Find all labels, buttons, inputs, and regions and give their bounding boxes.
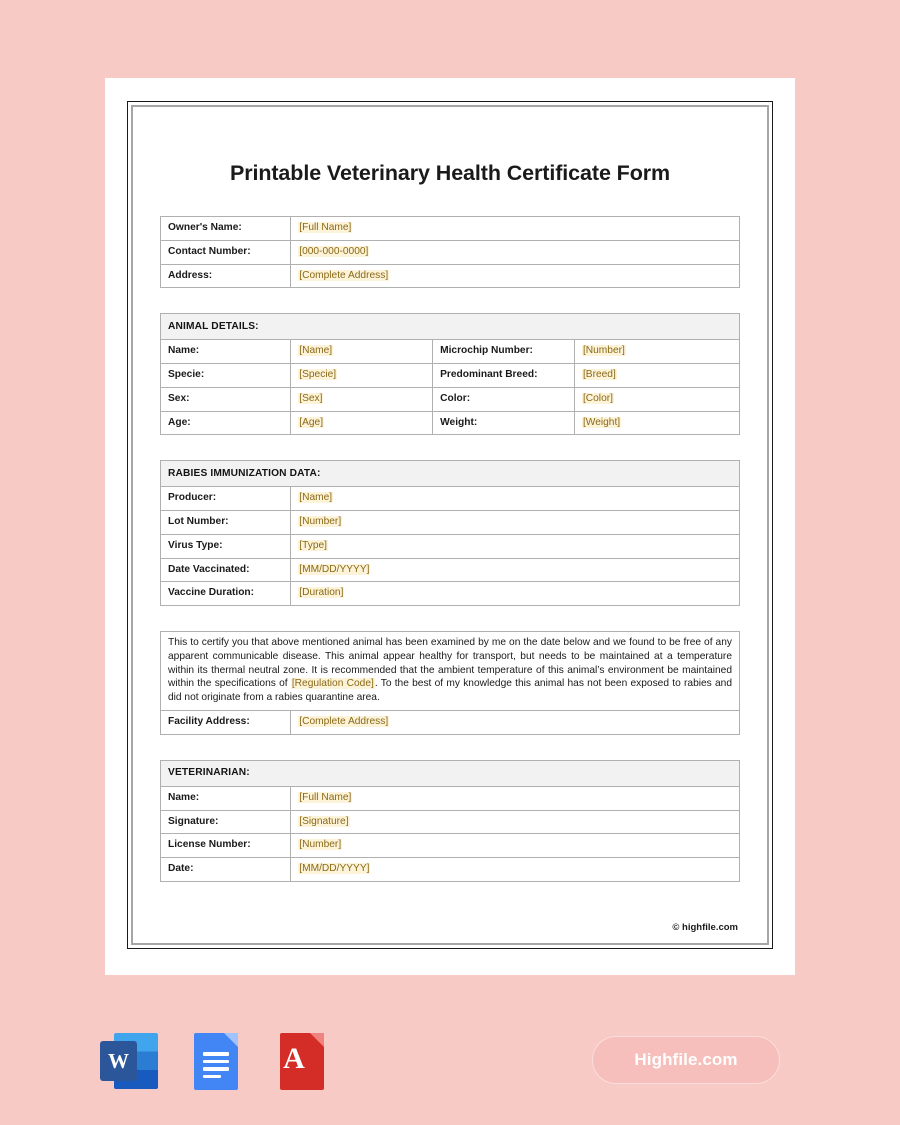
vet-date-value[interactable]	[291, 858, 740, 882]
date-vaccinated-value[interactable]	[291, 558, 740, 582]
vet-name-value[interactable]	[291, 786, 740, 810]
veterinarian-table	[160, 760, 740, 882]
address-label: Address:	[161, 264, 291, 288]
veterinarian-heading: VETERINARIAN:	[161, 760, 740, 786]
specie-label: Specie:	[161, 364, 291, 388]
veterinarian-header-row	[161, 760, 740, 786]
microchip-number-placeholder: [Number]	[582, 345, 625, 357]
certification-text-part1: This to certify you that above mentioned animal has been examined by me on the date below and we found to be free of any apparent communicable disease. This animal appear healthy for transport, but needs to be maintained at a temperature within its thermal neutral zone. It is recommended that the ambient temperature of this animal’s environment be maintained within the specifications of	[168, 637, 732, 690]
sex-placeholder: [Sex]	[299, 392, 323, 404]
color-value[interactable]	[574, 387, 739, 411]
pdf-icon[interactable]	[272, 1030, 330, 1092]
google-docs-icon[interactable]	[186, 1030, 244, 1092]
vet-date-label: Date:	[161, 858, 291, 882]
contact-number-placeholder: [000-000-0000]	[299, 245, 369, 257]
animal-name-label: Name:	[161, 340, 291, 364]
animal-name-placeholder: [Name]	[299, 345, 333, 357]
producer-placeholder: [Name]	[299, 492, 333, 504]
age-label: Age:	[161, 411, 291, 435]
google-docs-icon-page	[194, 1033, 238, 1090]
vet-license-label: License Number:	[161, 834, 291, 858]
certification-paragraph-row	[161, 632, 740, 711]
google-docs-icon-fold	[224, 1033, 238, 1047]
pdf-icon-letter: A	[283, 1042, 305, 1075]
sex-value[interactable]	[291, 387, 433, 411]
date-vaccinated-placeholder: [MM/DD/YYYY]	[299, 563, 370, 575]
table-row	[161, 487, 740, 511]
page-outer-frame	[127, 101, 773, 949]
table-row	[161, 240, 740, 264]
contact-number-label: Contact Number:	[161, 240, 291, 264]
owner-name-label: Owner's Name:	[161, 217, 291, 241]
google-docs-icon-lines	[203, 1052, 229, 1082]
lot-number-label: Lot Number:	[161, 511, 291, 535]
owner-name-placeholder: [Full Name]	[299, 222, 352, 233]
table-row	[161, 858, 740, 882]
regulation-code-placeholder: [Regulation Code]	[291, 678, 374, 690]
facility-address-placeholder: [Complete Address]	[299, 716, 389, 728]
owner-name-value[interactable]	[291, 217, 740, 241]
vaccine-duration-placeholder: [Duration]	[299, 587, 344, 599]
facility-address-label: Facility Address:	[161, 711, 291, 735]
vet-signature-value[interactable]	[291, 810, 740, 834]
vet-date-placeholder: [MM/DD/YYYY]	[299, 863, 370, 875]
page-title: Printable Veterinary Health Certificate Form	[229, 161, 671, 185]
table-row	[161, 264, 740, 288]
vet-name-placeholder: [Full Name]	[299, 791, 352, 803]
color-label: Color:	[433, 387, 575, 411]
word-doc-icon-letter: W	[100, 1041, 137, 1081]
certification-table	[160, 631, 740, 735]
table-row	[161, 558, 740, 582]
table-row	[161, 364, 740, 388]
rabies-header-row	[161, 461, 740, 487]
vet-license-placeholder: [Number]	[299, 839, 342, 851]
age-placeholder: [Age]	[299, 416, 324, 428]
table-row	[161, 411, 740, 435]
rabies-heading: RABIES IMMUNIZATION DATA:	[161, 461, 740, 487]
word-doc-icon[interactable]	[100, 1030, 158, 1092]
color-placeholder: [Color]	[582, 392, 613, 404]
rabies-immunization-table	[160, 460, 740, 606]
predominant-breed-value[interactable]	[574, 364, 739, 388]
certification-paragraph	[161, 632, 740, 711]
sex-label: Sex:	[161, 387, 291, 411]
table-row	[161, 534, 740, 558]
brand-label: Highfile.com	[634, 1050, 738, 1069]
table-row	[161, 786, 740, 810]
table-row	[161, 340, 740, 364]
virus-type-value[interactable]	[291, 534, 740, 558]
table-row	[161, 387, 740, 411]
brand-button[interactable]	[592, 1036, 780, 1084]
owner-details-table	[160, 216, 740, 288]
table-row	[161, 217, 740, 241]
specie-value[interactable]	[291, 364, 433, 388]
animal-details-header-row	[161, 314, 740, 340]
lot-number-placeholder: [Number]	[299, 516, 342, 528]
virus-type-placeholder: [Type]	[299, 539, 328, 551]
producer-value[interactable]	[291, 487, 740, 511]
vet-signature-label: Signature:	[161, 810, 291, 834]
vet-license-value[interactable]	[291, 834, 740, 858]
predominant-breed-label: Predominant Breed:	[433, 364, 575, 388]
vaccine-duration-label: Vaccine Duration:	[161, 582, 291, 606]
contact-number-value[interactable]	[291, 240, 740, 264]
vaccine-duration-value[interactable]	[291, 582, 740, 606]
document-page	[105, 78, 795, 975]
age-value[interactable]	[291, 411, 433, 435]
microchip-number-label: Microchip Number:	[433, 340, 575, 364]
microchip-number-value[interactable]	[574, 340, 739, 364]
page-inner-frame	[131, 105, 769, 945]
table-row	[161, 582, 740, 606]
date-vaccinated-label: Date Vaccinated:	[161, 558, 291, 582]
specie-placeholder: [Specie]	[299, 369, 337, 381]
producer-label: Producer:	[161, 487, 291, 511]
animal-name-value[interactable]	[291, 340, 433, 364]
table-row	[161, 711, 740, 735]
lot-number-value[interactable]	[291, 511, 740, 535]
download-format-bar	[100, 1030, 330, 1092]
predominant-breed-placeholder: [Breed]	[582, 369, 616, 381]
address-placeholder: [Complete Address]	[299, 269, 389, 281]
weight-label: Weight:	[433, 411, 575, 435]
facility-address-value[interactable]	[291, 711, 740, 735]
certification-text-part2: . To the best of my knowledge this animal has not been exposed to rabies and did not originate from a rabies quarantine area.	[168, 678, 732, 704]
vet-name-label: Name:	[161, 786, 291, 810]
vet-signature-placeholder: [Signature]	[299, 815, 349, 827]
virus-type-label: Virus Type:	[161, 534, 291, 558]
table-row	[161, 511, 740, 535]
weight-placeholder: [Weight]	[582, 416, 621, 428]
address-value[interactable]	[291, 264, 740, 288]
table-row	[161, 834, 740, 858]
copyright-notice: © highfile.com	[672, 921, 738, 933]
animal-details-table	[160, 313, 740, 435]
weight-value[interactable]	[574, 411, 739, 435]
animal-details-heading: ANIMAL DETAILS:	[161, 314, 740, 340]
table-row	[161, 810, 740, 834]
